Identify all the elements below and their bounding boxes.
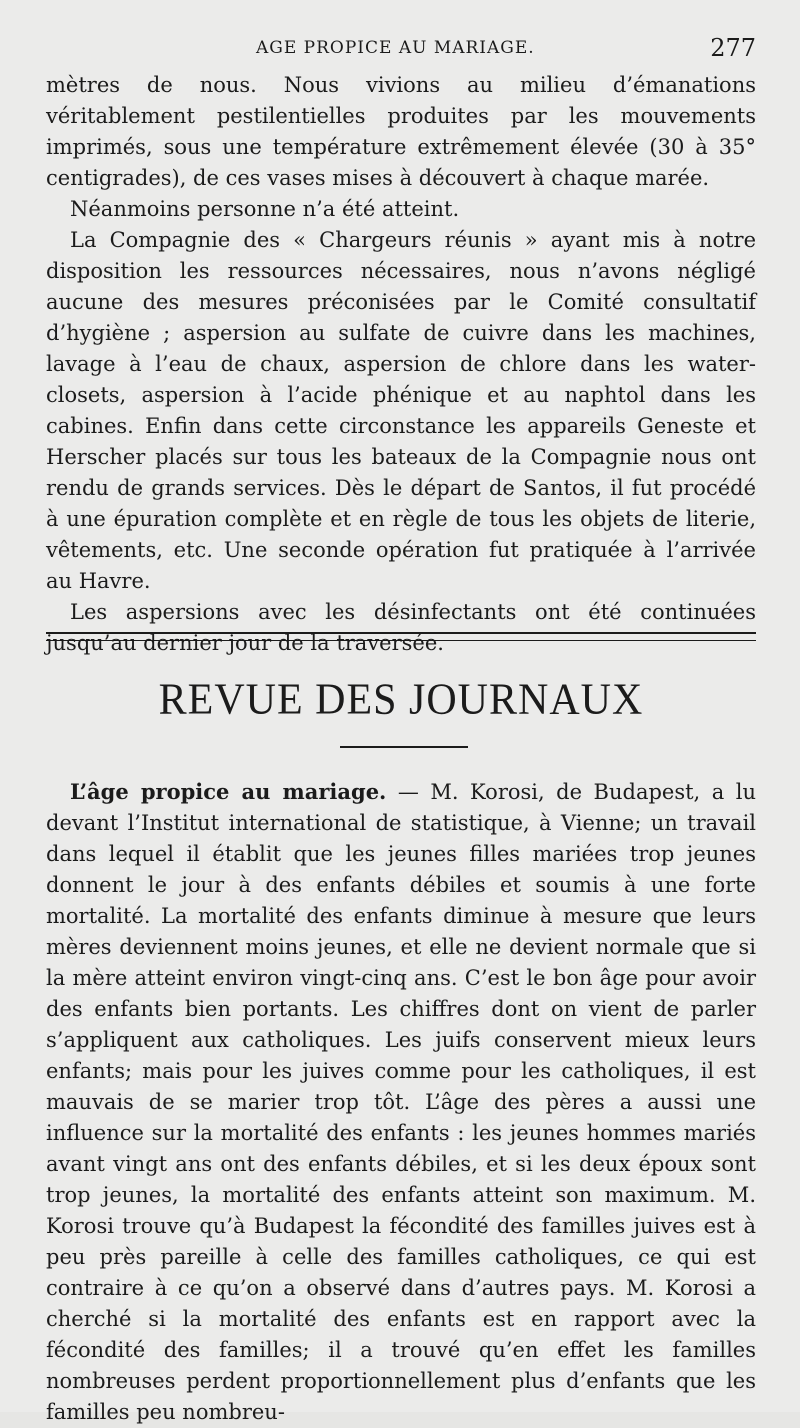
intro-paragraph: mètres de nous. Nous vivions au milieu d’émanations véritablement pestilentielles produites par les mouvements imprimés, sous une température extrêmement élevée (30 à 35° centigrades), de ces vases mises à découvert à chaque marée. — [46, 73, 756, 190]
article — [46, 776, 756, 1428]
article-body: — M. Korosi, de Budapest, a lu devant l’Institut international de statistique, à Vienne; un travail dans lequel il établit que les jeunes filles mariées trop jeunes donnent le jour à des enfants débiles et soumis à une forte mortalité. La mortalité des enfants diminue à mesure que leurs mères deviennent moins jeunes, et elle ne devient normale que si la mère atteint environ vingt-cinq ans. C’est le bon âge pour avoir des enfants bien portants. Les chiffres dont on vient de parler s’appliquent aux catholiques. Les juifs conservent mieux leurs enfants; mais pour les juives comme pour les catholiques, il est mauvais de se marier trop tôt. L’âge des pères a aussi une influence sur la mortalité des enfants : les jeunes hommes mariés avant vingt ans ont des enfants débiles, et si les deux époux sont trop jeunes, la mortalité des enfants atteint son maximum. M. Korosi trouve qu’à Budapest la fécondité des familles juives est à peu près pareille à celle des familles catholiques, ce qui est contraire à ce qu’on a observé dans d’autres pays. M. Korosi a cherché si la mortalité des enfants est en rapport avec la fécondité des familles; il a trouvé qu’en effet les familles nombreuses perdent proportionnellement plus d’enfants que les familles peu nombreu- — [46, 780, 756, 1424]
intro-paragraph: Les aspersions avec les désinfectants ont été continuées jusqu’au dernier jour de la traversée. — [46, 600, 756, 655]
article-lead-title: L’âge propice au mariage. — [70, 779, 387, 804]
intro-text — [46, 70, 756, 659]
section-divider-thin — [46, 640, 756, 641]
article-paragraph — [46, 776, 756, 1428]
title-underline — [340, 746, 468, 748]
page-number: 277 — [710, 34, 756, 62]
intro-paragraph: Néanmoins personne n’a été atteint. — [70, 197, 460, 221]
intro-paragraph: La Compagnie des « Chargeurs réunis » ayant mis à notre disposition les ressources nécessaires, nous n’avons négligé aucune des mesures préconisées par le Comité consultatif d’hygiène ; aspersion au sulfate de cuivre dans les machines, lavage à l’eau de chaux, aspersion de chlore dans les water-closets, aspersion à l’acide phénique et au naphtol dans les cabines. Enfin dans cette circonstance les appareils Geneste et Herscher placés sur tous les bateaux de la Compagnie nous ont rendu de grands services. Dès le départ de Santos, il fut procédé à une épuration complète et en règle de tous les objets de literie, vêtements, etc. Une seconde opération fut pratiquée à l’arrivée au Havre. — [46, 228, 756, 593]
running-title: AGE PROPICE AU MARIAGE. — [256, 38, 535, 58]
section-title: REVUE DES JOURNAUX — [158, 675, 644, 725]
page-header — [46, 32, 756, 72]
section-divider — [46, 632, 756, 634]
